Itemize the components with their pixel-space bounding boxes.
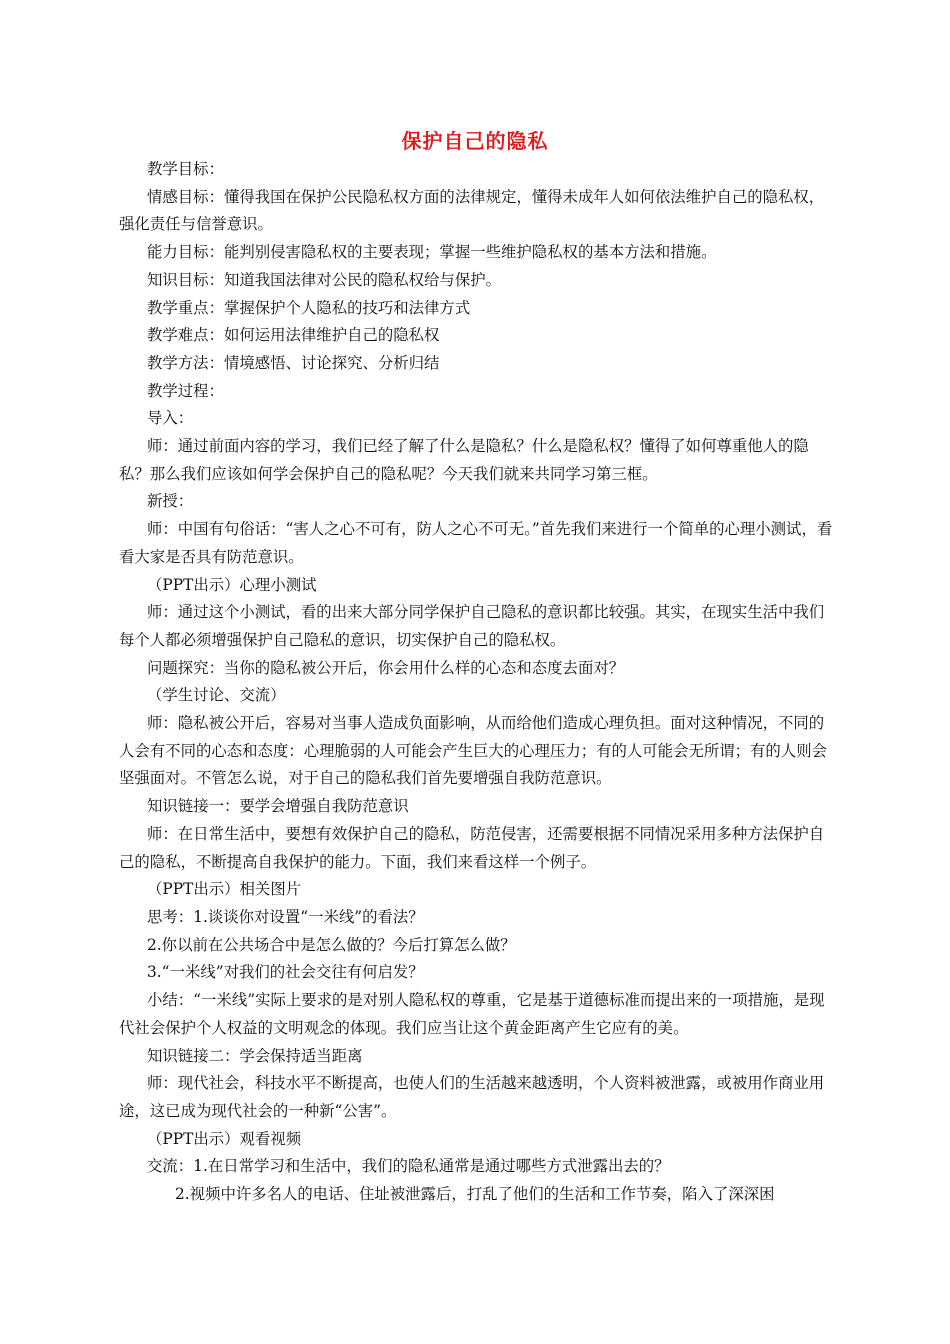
paragraph: 导入： xyxy=(147,409,194,428)
paragraph: 新授： xyxy=(147,492,194,511)
paragraph: 能力目标：能判别侵害隐私权的主要表现；掌握一些维护隐私权的基本方法和措施。 xyxy=(147,243,717,262)
paragraph: 情感目标：懂得我国在保护公民隐私权方面的法律规定，懂得未成年人如何依法维护自己的隐私权，强化责任与信誉意识。 xyxy=(119,187,825,234)
paragraph: 知识链接二：学会保持适当距离 xyxy=(147,1046,363,1065)
paragraph: 2.视频中许多名人的电话、住址被泄露后，打乱了他们的生活和工作节奏，陷入了深深困 xyxy=(175,1185,775,1204)
paragraph: 师：通过这个小测试，看的出来大部分同学保护自己隐私的意识都比较强。其实，在现实生活中我们每个人都必须增强保护自己隐私的意识，切实保护自己的隐私权。 xyxy=(119,603,825,649)
paragraph: （PPT出示）心理小测试 xyxy=(147,575,317,594)
paragraph: 知识目标：知道我国法律对公民的隐私权给与保护。 xyxy=(147,270,501,289)
paragraph: 师：中国有句俗话：“害人之心不可有，防人之心不可无。”首先我们来进行一个简单的心理小测试，看看大家是否具有防范意识。 xyxy=(119,520,833,566)
paragraph: 小结：“一米线”实际上要求的是对别人隐私权的尊重，它是基于道德标准而提出来的一项措施，是现代社会保护个人权益的文明观念的体现。我们应当让这个黄金距离产生它应有的美。 xyxy=(119,991,825,1037)
paragraph: 教学难点：如何运用法律维护自己的隐私权 xyxy=(147,326,440,345)
paragraph: 师：在日常生活中，要想有效保护自己的隐私，防范侵害，还需要根据不同情况采用多种方法保护自己的隐私，不断提高自我保护的能力。下面，我们来看这样一个例子。 xyxy=(119,824,825,871)
paragraph: 教学重点：掌握保护个人隐私的技巧和法律方式 xyxy=(147,298,471,317)
paragraph: 师：隐私被公开后，容易对当事人造成负面影响，从而给他们造成心理负担。面对这种情况，不同的人会有不同的心态和态度：心理脆弱的人可能会产生巨大的心理压力；有的人可能会无所谓；有的人则会坚强面对。不管怎么说，对于自己的隐私我们首先要增强自我防范意识。 xyxy=(119,714,827,788)
paragraph: 知识链接一：要学会增强自我防范意识 xyxy=(147,797,409,816)
paragraph: （学生讨论、交流） xyxy=(147,686,286,705)
document-body xyxy=(119,156,834,1209)
paragraph: 师：通过前面内容的学习，我们已经了解了什么是隐私？什么是隐私权？懂得了如何尊重他人的隐私？那么我们应该如何学会保护自己的隐私呢？今天我们就来共同学习第三框。 xyxy=(119,437,809,483)
paragraph: 思考：1.谈谈你对设置“一米线”的看法？ xyxy=(147,907,424,926)
paragraph: 交流：1.在日常学习和生活中，我们的隐私通常是通过哪些方式泄露出去的？ xyxy=(147,1157,670,1176)
paragraph: 教学目标： xyxy=(147,160,224,178)
paragraph: （PPT出示）相关图片 xyxy=(147,880,302,899)
paragraph: 3.“一米线”对我们的社会交往有何启发？ xyxy=(147,963,424,982)
paragraph: （PPT出示）观看视频 xyxy=(147,1129,302,1148)
paragraph: 教学方法：情境感悟、讨论探究、分析归结 xyxy=(147,353,440,372)
paragraph: 问题探究：当你的隐私被公开后，你会用什么样的心态和态度去面对？ xyxy=(147,658,625,677)
paragraph: 教学过程： xyxy=(147,381,224,400)
paragraph: 师：现代社会，科技水平不断提高，也使人们的生活越来越透明，个人资料被泄露，或被用作商业用途，这已成为现代社会的一种新“公害”。 xyxy=(119,1074,825,1120)
document-title: 保护自己的隐私 xyxy=(401,129,549,153)
paragraph: 2.你以前在公共场合中是怎么做的？今后打算怎么做？ xyxy=(147,935,516,954)
